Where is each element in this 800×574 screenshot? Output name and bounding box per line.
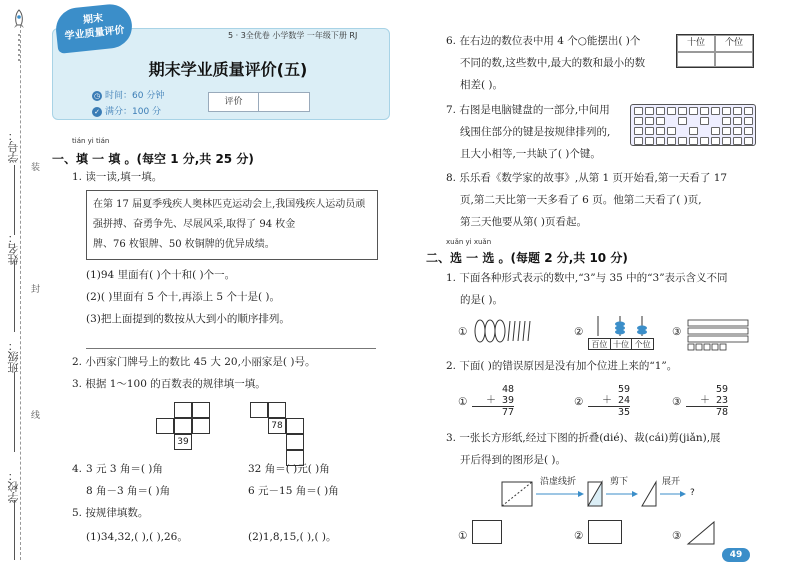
q4-label: 4.: [72, 463, 83, 475]
calc1: [472, 384, 514, 418]
fold-step-1: 沿虚线折: [540, 477, 577, 487]
q8-line1: 8. 乐乐看《数学家的故事》,从第 1 页开始看,第一天看了 17: [446, 172, 728, 184]
evaluation-box: [208, 92, 310, 112]
sidebar-label-class: 班级：: [7, 340, 20, 373]
keyboard-key: [733, 127, 742, 135]
keyboard-key: [744, 117, 753, 125]
keyboard-key: [634, 137, 643, 145]
keyboard-image: [630, 104, 756, 146]
keyboard-key: [744, 127, 753, 135]
q7-line3: 且大小相等,一共缺了( )个键。: [460, 148, 601, 160]
q2-text: 2. 小西家门牌号上的数比 45 大 20,小丽家是( )号。: [72, 356, 316, 368]
keyboard-key: [722, 127, 731, 135]
calc2-a: 59: [617, 384, 630, 395]
abacus-label-hundreds: 百位: [589, 339, 611, 349]
calc3-a: 59: [715, 384, 728, 395]
q7-line1: 7. 右图是电脑键盘的一部分,中间用: [446, 104, 610, 116]
sidebar-label-school: 学校：: [7, 470, 20, 503]
q8-line2: 页,第二天比第一天多看了 6 页。他第二天看了( )页,: [460, 194, 702, 206]
calc1-index[interactable]: ①: [458, 396, 468, 408]
calc2-b: ＋ 24: [601, 395, 630, 406]
section1-pinyin: tián yi tián: [72, 137, 110, 145]
q5-title: 5. 按规律填数。: [72, 507, 149, 519]
keyboard-key: [722, 107, 731, 115]
keyboard-key: [678, 107, 687, 115]
keyboard-key: [667, 127, 676, 135]
abacus-label-ones: 个位: [634, 340, 651, 349]
calc1-a: 48: [501, 384, 514, 395]
keyboard-key: [744, 107, 753, 115]
grid-cell[interactable]: [192, 418, 210, 434]
s2-q1-opt2[interactable]: ②: [574, 326, 584, 338]
grid-cell[interactable]: [286, 418, 304, 434]
option-rectangle-2: [588, 520, 622, 544]
keyboard-key: [667, 137, 676, 145]
s2-q1-line1: 1. 下面各种形式表示的数中,“3”与 35 中的“3”表示含义不同: [446, 272, 728, 284]
s2-q3-opt3[interactable]: ③: [672, 530, 682, 542]
exam-time: [92, 88, 164, 101]
calc2: [588, 384, 630, 418]
calc3-index[interactable]: ③: [672, 396, 682, 408]
fold-result: ?: [690, 488, 695, 498]
binding-mark-zhuang: 装: [31, 163, 41, 173]
grid-cell-39: 39: [174, 434, 192, 450]
cubes-image: [686, 318, 752, 352]
keyboard-key: [733, 107, 742, 115]
s2-q1-opt3[interactable]: ③: [672, 326, 682, 338]
option-triangle: [686, 520, 716, 546]
grid-cell[interactable]: [156, 418, 174, 434]
page-number: 49: [722, 548, 750, 562]
keyboard-key: [678, 137, 687, 145]
reading-passage: [86, 190, 378, 260]
keyboard-key: [711, 137, 720, 145]
calc2-index[interactable]: ②: [574, 396, 584, 408]
q5-s2: (2)1,8,15,( ),( )。: [248, 531, 337, 543]
q6-line3: 相差( )。: [460, 79, 504, 91]
q1-sub3: (3)把上面提到的数按从大到小的顺序排列。: [86, 313, 290, 325]
grid-cell-78: 78: [268, 418, 286, 434]
clock-icon: ◷: [93, 91, 101, 100]
abacus-labels: [588, 338, 654, 350]
grid-cell[interactable]: [268, 402, 286, 418]
sidebar-label-student-id: 学号：: [7, 130, 20, 163]
option-rectangle-1: [472, 520, 502, 544]
keyboard-key: [700, 137, 709, 145]
grid-cell[interactable]: [174, 402, 192, 418]
q6-line1: 6. 在右边的数位表中用 4 个○能摆出( )个: [446, 35, 641, 47]
section2-title: 二、选 一 选 。(每题 2 分,共 10 分): [426, 251, 628, 265]
keyboard-key: [700, 107, 709, 115]
keyboard-key: [744, 137, 753, 145]
keyboard-key: [645, 127, 654, 135]
badge-line-2: 学业质量评价: [64, 24, 125, 43]
badge-line-1: 期末: [82, 13, 104, 27]
keyboard-key: [634, 107, 643, 115]
s2-q3-opt1[interactable]: ①: [458, 530, 468, 542]
keyboard-key: [722, 137, 731, 145]
calc1-result: 77: [472, 406, 514, 418]
exam-score: [92, 104, 161, 117]
grid-cell[interactable]: [250, 402, 268, 418]
keyboard-key: [645, 107, 654, 115]
q1-sub2: (2)( )里面有 5 个十,再添上 5 个十是( )。: [86, 291, 280, 303]
s2-q3-line1: 3. 一张长方形纸,经过下图的折叠(dié)、裁(cái)剪(jiǎn),展: [446, 432, 721, 444]
keyboard-key: [733, 137, 742, 145]
abacus-label-tens: 十位: [611, 339, 633, 349]
school-line: [14, 500, 15, 560]
keyboard-key: [634, 127, 643, 135]
rocket-icon: [11, 9, 27, 31]
passage-line-1: 在第 17 届夏季残疾人奥林匹克运动会上,我国残疾人运动员顽强拼搏、奋勇争先、尽展风采,取得了 94 枚金: [93, 199, 366, 230]
exam-score-text: 满分：100 分: [105, 107, 162, 117]
keyboard-key: [733, 117, 742, 125]
q6-line2: 不同的数,这些数中,最大的数和最小的数: [460, 57, 646, 69]
passage-line-2: 牌、76 枚银牌、50 枚铜牌的优异成绩。: [93, 239, 275, 250]
student-id-line: [14, 165, 15, 235]
keyboard-key: [656, 117, 665, 125]
keyboard-key: [722, 117, 731, 125]
grid-cell[interactable]: [286, 434, 304, 450]
calc3: [686, 384, 728, 418]
keyboard-key: [656, 127, 665, 135]
exam-time-text: 时间：60 分钟: [105, 91, 165, 101]
keyboard-key: [689, 127, 698, 135]
pv-ones-cell[interactable]: [715, 52, 753, 67]
grid-cell[interactable]: [174, 418, 192, 434]
keyboard-key: [656, 107, 665, 115]
q4-r2b: 6 元－15 角＝( )角: [248, 485, 339, 497]
abacus-image: [588, 314, 654, 338]
section2-pinyin: xuǎn yi xuǎn: [446, 238, 492, 246]
keyboard-key: [667, 107, 676, 115]
evaluation-field[interactable]: [259, 93, 309, 111]
s2-q1-line2: 的是( )。: [460, 294, 504, 306]
name-line: [14, 262, 15, 332]
place-value-table: [676, 34, 754, 68]
keyboard-key: [645, 137, 654, 145]
keyboard-key: [700, 117, 709, 125]
keyboard-key: [689, 107, 698, 115]
section1-title: 一、填 一 填 。(每空 1 分,共 25 分): [52, 152, 254, 166]
pv-ones-header: 个位: [715, 35, 753, 52]
pv-tens-header: 十位: [677, 35, 715, 52]
keyboard-key: [634, 117, 643, 125]
q4-r1a: 3 元 3 角＝( )角: [86, 463, 163, 475]
calc3-result: 78: [686, 406, 728, 418]
calc1-b: ＋ 39: [485, 395, 514, 406]
rocket-trail: [18, 34, 20, 64]
keyboard-key: [656, 137, 665, 145]
s2-q3-opt2[interactable]: ②: [574, 530, 584, 542]
pv-tens-cell[interactable]: [677, 52, 715, 67]
keyboard-key: [645, 117, 654, 125]
sidebar-label-name: 姓名：: [7, 232, 20, 265]
s2-q2-text: 2. 下面( )的错误原因是没有加个位进上来的“1”。: [446, 360, 678, 372]
keyboard-key: [711, 107, 720, 115]
answer-line[interactable]: [86, 348, 376, 349]
bundles-image: [472, 318, 542, 344]
s2-q3-line2: 开后得到的图形是( )。: [460, 454, 567, 466]
s2-q1-opt1[interactable]: ①: [458, 326, 468, 338]
fold-step-2: 剪下: [610, 477, 629, 487]
grid-cell[interactable]: [192, 402, 210, 418]
class-line: [14, 372, 15, 452]
q1-title: 1. 读一读,填一填。: [72, 171, 163, 183]
page-title: 期末学业质量评价(五): [148, 60, 308, 79]
q8-line3: 第三天他要从第( )页看起。: [460, 216, 588, 228]
q7-line2: 线围住部分的键是按规律排列的,: [460, 126, 611, 138]
check-icon: ✓: [92, 107, 102, 117]
calc3-b: ＋ 23: [699, 395, 728, 406]
q4-r2a: 8 角－3 角＝( )角: [86, 485, 171, 497]
q1-sub1: (1)94 里面有( )个十和( )个一。: [86, 269, 236, 281]
keyboard-key: [678, 117, 687, 125]
q3-text: 3. 根据 1～100 的百数表的规律填一填。: [72, 378, 266, 390]
keyboard-key: [689, 137, 698, 145]
evaluation-label: 评价: [209, 93, 259, 111]
q4-r1b: 32 角＝( )元( )角: [248, 463, 330, 475]
binding-mark-xian: 线: [31, 411, 41, 421]
fold-step-3: 展开: [662, 477, 681, 487]
binding-mark-feng: 封: [31, 285, 41, 295]
q5-s1: (1)34,32,( ),( ),26。: [86, 531, 188, 543]
calc2-result: 35: [588, 406, 630, 418]
keyboard-key: [711, 127, 720, 135]
book-info: 5 · 3全优卷 小学数学 一年级下册 RJ: [228, 31, 358, 40]
